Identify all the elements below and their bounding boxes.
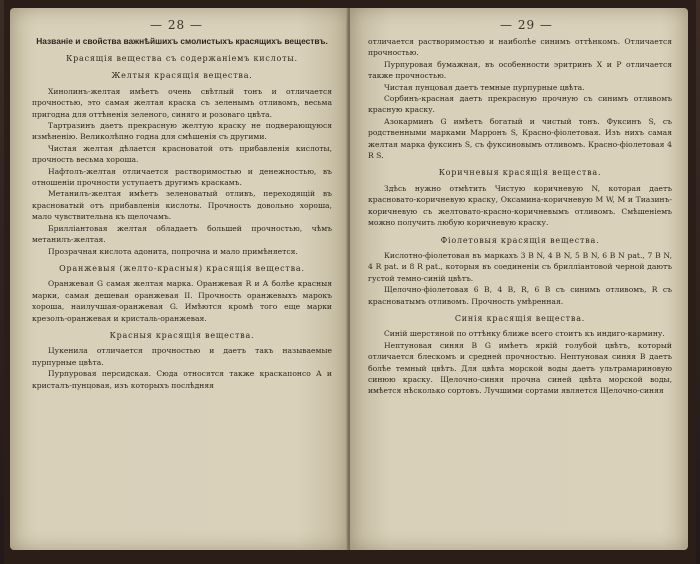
right-page-text [368, 36, 672, 397]
section-heading: Фiолетовыя красящiя вещества. [440, 235, 600, 245]
paragraph: Чистая желтая дѣлается красноватой отъ прибавленiя кислоты, прочность весьма хороша. [32, 143, 332, 165]
paragraph: Азокарминъ G имѣетъ богатый и чистый тонъ. Фуксинъ S, съ родственными марками Марронъ S, Красно-фiолетовая. Изъ нихъ самая желтая марка фуксинъ S, съ фуксиновымъ отливомъ. Красно-фiолетовая 4 R S. [368, 116, 672, 161]
section-heading: Желтыя красящiя вещества. [111, 71, 253, 81]
section-heading: Красныя красящiя вещества. [109, 330, 255, 340]
paragraph: Пурпуровая персидская. Сюда относятся также краскапонсо A и кристалъ-пунцовая, изъ которыхъ послѣдняя [32, 369, 332, 390]
paragraph: Нептуновая синяя B G имѣетъ яркiй голубой цвѣтъ, который отличается блескомъ и средней прочностью. Нептуновая синяя B даетъ болѣе темный цвѣтъ. Для цвѣта морской воды даетъ ультрамариновую синюю краску. Щелочно-синяя прочна синей цвѣта морской воды, имѣется нѣсколько сортовъ. Лучшими сортами является Щелочно-синяя [368, 340, 672, 396]
page-title: Названiе и свойства важнѣйшихъ смолистыхъ красящихъ веществъ. [36, 36, 328, 46]
paragraph: Оранжевая G самая желтая марка. Оранжевая R и A болѣе красныя марки, самая дешевая оранжевая II. Прочность оранжевыхъ марокъ хороша, наилучшая-оранжевая G. Имѣются кромѣ того еще марки крезолъ-оранжевая и кристаль-оранжевая. [32, 279, 332, 323]
section-heading: Красящiя вещества съ содержанiемъ кислоты. [66, 54, 298, 63]
paragraph: Щелочно-фiолетовая 6 B, 4 B, R, 6 B съ синимъ отливомъ, R съ красноватымъ отливомъ. Прочность умѣренная. [368, 285, 672, 306]
paragraph: Нафтолъ-желтая отличается растворимостью и денежностью, въ отношенiи прочности уступаетъ другимъ краскамъ. [32, 166, 332, 188]
page-number: — 29 — [500, 18, 553, 32]
left-page-text [32, 36, 332, 391]
paragraph: Сорбинъ-красная даетъ прекрасную прочную съ синимъ отливомъ красную краску. [368, 94, 672, 115]
paragraph: Хинолинъ-желтая имѣетъ очень свѣтлый тонъ и отличается прочностью, это самая желтая краска съ зеленымъ отливомъ, весьма пригодна для оттѣненiя зеленого, синяго и розоваго цвѣта. [32, 86, 332, 119]
right-page [350, 8, 688, 550]
paragraph: Синiй шерстяной по оттѣнку ближе всего стоитъ къ индиго-кармину. [384, 329, 665, 339]
paragraph: Цукенила отличается прочностью и даетъ такъ называемые пурпурные цвѣта. [32, 346, 332, 367]
paragraph: Пурпуровая бумажная, въ особенности эритринъ X и P отличается также прочностью. [368, 59, 672, 81]
left-page [10, 8, 348, 550]
paragraph: Бриллiантовая желтая обладаетъ большей прочностью, чѣмъ метанилъ-желтая. [32, 223, 332, 245]
paragraph: Здѣсь нужно отмѣтить Чистую коричневую N, которая даетъ красновато-коричневую краску, Оксамина-коричневую M W, M и Тиазинъ-коричневую съ желтовато-красно-коричневымъ отливомъ. Смѣшенiемъ можно получить любую коричневую краску. [368, 183, 672, 228]
page-number: — 28 — [150, 18, 203, 32]
paragraph: Кислотно-фiолетовая въ маркахъ 3 B N, 4 B N, 5 B N, 6 B N pat., 7 B N, 4 R pat. и 8 R pat., которыя въ соединенiи съ бриллiантовой черной даютъ густой темно-синiй цвѣтъ. [368, 250, 672, 283]
paragraph: Метанилъ-желтая имѣетъ зеленоватый отливъ, переходящiй въ красноватый отъ прибавленiя кислоты. Прочность довольно хороша, мало чувствительна къ щелочамъ. [32, 189, 332, 222]
paragraph: Прозрачная кислота адонита, попрочна и мало примѣняется. [48, 246, 298, 256]
section-heading: Коричневыя красящiя вещества. [438, 168, 602, 178]
paragraph: Чистая пунцовая даетъ темные пурпурные цвѣта. [384, 82, 585, 92]
paragraph: отличается растворимостью и наиболѣе синимъ оттѣнкомъ. Отличается прочностью. [368, 37, 672, 58]
section-heading: Синiя красящiя вещества. [454, 313, 586, 323]
section-heading: Оранжевыя (желто-красныя) красящiя вещества. [59, 263, 305, 273]
paragraph: Тартразинъ даетъ прекрасную желтую краску не подверающуюся измѣненiю. Великолѣпно годна для смѣшенiя съ другими. [32, 121, 332, 142]
